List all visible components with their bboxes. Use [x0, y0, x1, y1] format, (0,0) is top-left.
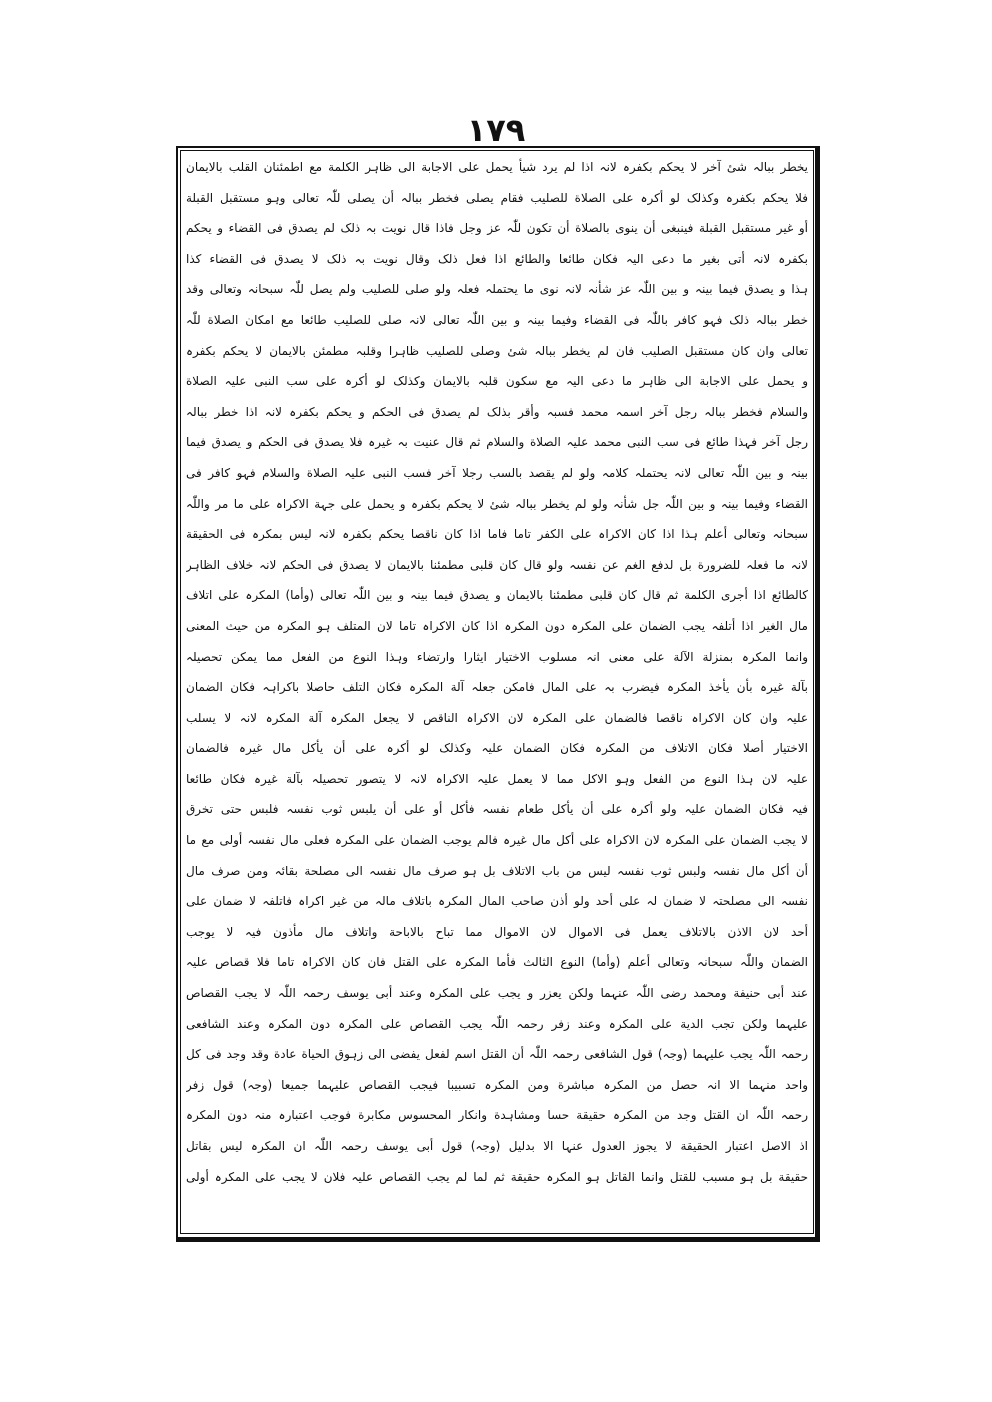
text-line: نفسہ الی مصلحتہ لا ضمان لہ علی أحد ولو أذن صاحب المال المکرہ باتلاف مالہ من غیر اکراہ فاتلفہ لا ضمان علی [186, 894, 808, 909]
text-line: بینہ و بین اللّٰہ تعالی لانہ یحتملہ کلامہ ولو لم یقصد بالسب رجلا آخر فسب النبی علیہ الصلاة والسلام فہو کافر فی [186, 465, 808, 480]
text-line: علیہ وان کان الاکراہ ناقصا فالضمان علی المکرہ لان الاکراہ الناقص لا یجعل المکرہ آلة المکرہ لانہ لا یسلب [186, 710, 808, 725]
text-line: خطر ببالہ ذلک فہو کافر باللّٰہ فی القضاء وفیما بینہ و بین اللّٰہ تعالی لانہ صلی للصلیب طائعا مع امکان الصلاة للّٰہ [186, 312, 808, 327]
text-line: رجل آخر فہذا طائع فی سب النبی محمد علیہ الصلاة والسلام ثم قال عنیت بہ غیرہ فلا یصدق فی الحکم و یصدق فیما [186, 435, 808, 450]
text-line: أن أکل مال نفسہ ولبس ثوب نفسہ لیس من باب الاتلاف بل ہو صرف مال نفسہ الی مصلحة بقائہ ومن صرف مال [186, 863, 808, 878]
text-line: مال الغیر اذا أتلفہ یجب الضمان علی المکرہ دون المکرہ اذا کان الاکراہ تاما لان المتلف ہو المکرہ من حیث المعنی [186, 618, 808, 633]
text-line: رحمہ اللّٰہ یجب علیہما (وجہ) قول الشافعی رحمہ اللّٰہ أن القتل اسم لفعل یفضی الی زہوق الحیاة عادة وقد وجد فی کل [186, 1047, 808, 1062]
text-line: فیہ فکان الضمان علیہ ولو أکرہ علی أن یأکل طعام نفسہ فأکل أو علی أن یلبس ثوب نفسہ فلبس حتی تخرق [186, 802, 808, 817]
page-number: ۱۷۹ [466, 111, 526, 149]
body-text [186, 152, 808, 1192]
text-line: سبحانہ وتعالی أعلم ہذا اذا کان الاکراہ علی الکفر تاما فاما اذا کان ناقصا یحکم بکفرہ لانہ لیس بمکرہ فی الحقیقة [186, 527, 808, 542]
text-line: رحمہ اللّٰہ ان القتل وجد من المکرہ حقیقة حسا ومشاہدة وانکار المحسوس مکابرة فوجب اعتبارہ منہ دون المکرہ [186, 1108, 808, 1123]
text-line: ہذا و یصدق فیما بینہ و بین اللّٰہ عز شأنہ لانہ نوی ما یحتملہ فعلہ ولو صلی للصلیب ولم یصل للّٰہ سبحانہ وتعالی وقد [186, 282, 808, 297]
text-line: فلا یحکم بکفرہ وکذلک لو أکرہ علی الصلاة للصلیب فقام یصلی فخطر ببالہ أن یصلی للّٰہ تعالی وہو مستقبل القبلة [186, 190, 808, 205]
text-line: بکفرہ لانہ أتی بغیر ما دعی الیہ فکان طائعا والطائع اذا فعل ذلک وقال نویت بہ ذلک لا یصدق فی القضاء کذا [186, 251, 808, 266]
text-line: حقیقة بل ہو مسبب للقتل وانما القاتل ہو المکرہ حقیقة ثم لما لم یجب القصاص علیہ فلان لا یجب علی المکرہ أولی [186, 1169, 808, 1184]
text-line: أو غیر مستقبل القبلة فینبغی أن ینوی بالصلاة أن تکون للّٰہ عز وجل فاذا قال نویت بہ ذلک لم یصدق فی القضاء و یحکم [186, 221, 808, 236]
text-line: الضمان واللّٰہ سبحانہ وتعالی أعلم (وأما) النوع الثالث فأما المکرہ علی القتل فان کان الاکراہ تاما فلا قصاص علیہ [186, 955, 808, 970]
text-line: القضاء وفیما بینہ و بین اللّٰہ جل شأنہ ولو لم یخطر ببالہ شیٔ لا یحکم بکفرہ و یحمل علی جہة الاکراہ علی ما مر واللّٰہ [186, 496, 808, 511]
text-line: أحد لان الاذن بالاتلاف یعمل فی الاموال لان الاموال مما تباح بالاباحة واتلاف مال مأذون فیہ لا یوجب [186, 924, 808, 939]
text-line: الاختیار أصلا فکان الاتلاف من المکرہ فکان الضمان علیہ وکذلک لو أکرہ علی أن یأکل مال غیرہ فالضمان [186, 741, 808, 756]
text-line: لانہ ما فعلہ للضرورة بل لدفع الغم عن نفسہ ولو قال کان قلبی مطمئنا بالایمان لا یصدق فی الحکم لانہ خلاف الظاہر [186, 557, 808, 572]
text-line: عند أبی حنیفة ومحمد رضی اللّٰہ عنہما ولکن یعزر و یجب علی المکرہ وعند أبی یوسف رحمہ اللّٰہ لا یجب القصاص [186, 986, 808, 1001]
text-line: کالطائع اذا أجری الکلمة ثم قال کان قلبی مطمئنا بالایمان و یصدق فیما بینہ و بین اللّٰہ تعالی (وأما) المکرہ علی اتلاف [186, 588, 808, 603]
text-line: علیہ لان ہذا النوع من الفعل وہو الاکل مما لا یعمل علیہ الاکراہ لانہ لا یتصور تحصیلہ بآلة غیرہ فکان طائعا [186, 771, 808, 786]
text-line: واحد منہما الا انہ حصل من المکرہ مباشرة ومن المکرہ تسبیبا فیجب القصاص علیہما جمیعا (وجہ) قول زفر [186, 1077, 808, 1092]
text-line: وانما المکرہ بمنزلة الآلة علی معنی انہ مسلوب الاختیار ایثارا وارتضاء وہذا النوع من الفعل مما یمکن تحصیلہ [186, 649, 808, 664]
text-line: علیہما ولکن تجب الدیة علی المکرہ وعند زفر رحمہ اللّٰہ یجب القصاص علی المکرہ دون المکرہ وعند الشافعی [186, 1016, 808, 1031]
text-line: یخطر ببالہ شیٔ آخر لا یحکم بکفرہ لانہ اذا لم یرد شیأ یحمل علی الاجابة الی ظاہر الکلمة مع اطمئنان القلب بالایمان [186, 160, 808, 174]
text-line: و یحمل علی الاجابة الی ظاہر ما دعی الیہ مع سکون قلبہ بالایمان وکذلک لو أکرہ علی سب النبی علیہ الصلاة [186, 374, 808, 389]
text-line: اذ الاصل اعتبار الحقیقة لا یجوز العدول عنہا الا بدلیل (وجہ) قول أبی یوسف رحمہ اللّٰہ ان المکرہ لیس بقاتل [186, 1139, 808, 1153]
text-line: لا یجب الضمان علی المکرہ لان الاکراہ علی أکل مال غیرہ فالم یوجب الضمان علی المکرہ فعلی مال نفسہ أولی مع ما [186, 833, 808, 848]
text-line: بآلة غیرہ بأن یأخذ المکرہ فیضرب بہ علی المال فامکن جعلہ آلة المکرہ فکان التلف حاصلا باکراہہ فکان الضمان [186, 680, 808, 695]
text-line: والسلام فخطر ببالہ رجل آخر اسمہ محمد فسبہ وأقر بذلک لم یصدق فی الحکم و یحکم بکفرہ لانہ اذا خطر ببالہ [186, 404, 808, 419]
text-line: تعالی وان کان مستقبل الصلیب فان لم یخطر ببالہ شیٔ وصلی للصلیب ظاہرا وقلبہ مطمئن بالایمان لا یحکم بکفرہ [186, 343, 808, 358]
